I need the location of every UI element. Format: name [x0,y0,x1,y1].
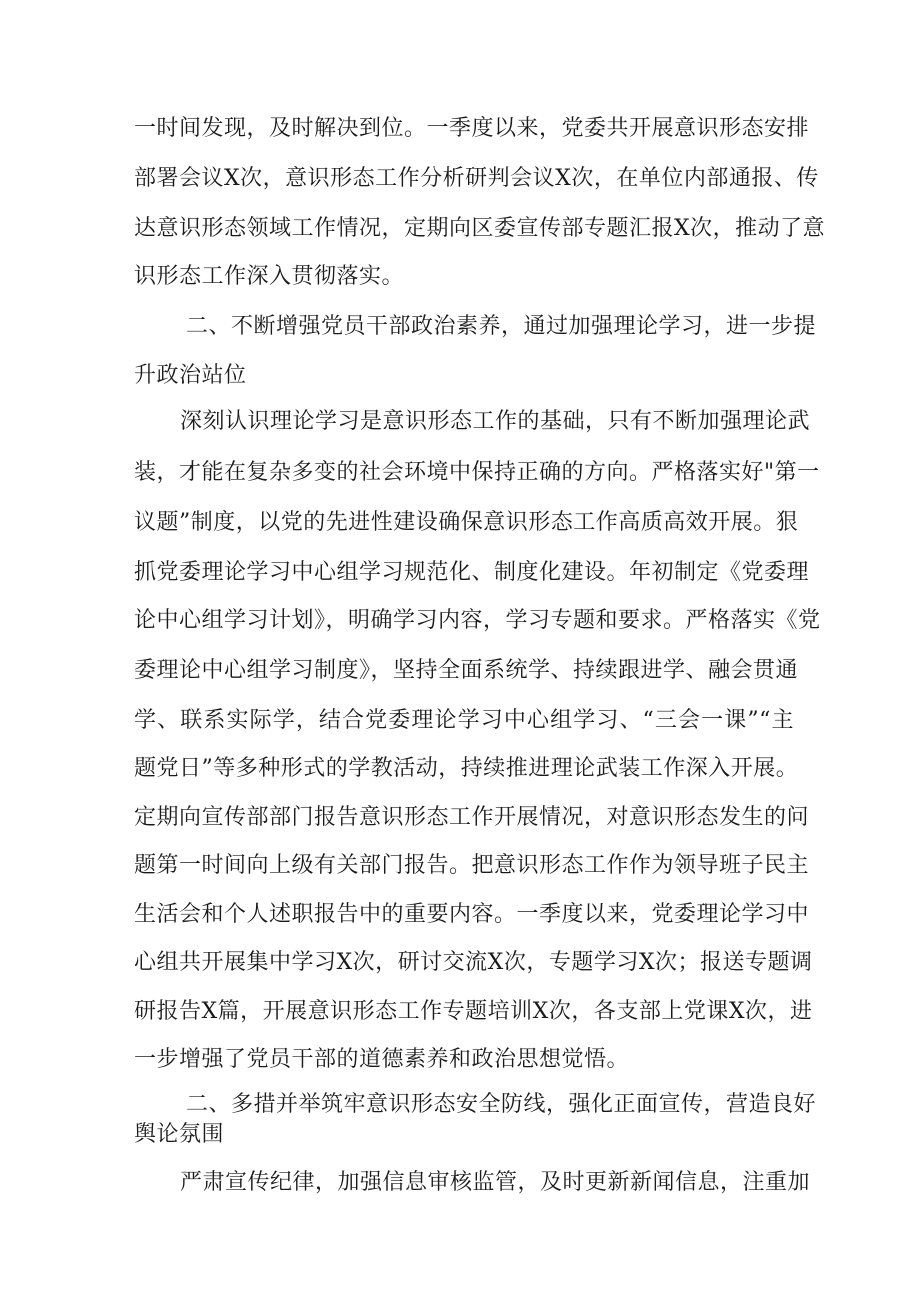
text-line: 论中心组学习计划》，明确学习内容，学习专题和要求。严格落实《党 [134,608,821,633]
text-line: 学、联系实际学，结合党委理论学习中心组学习、“三会一课”“主 [134,708,794,733]
text-line: 生活会和个人述职报告中的重要内容。一季度以来，党委理论学习中 [134,902,810,927]
text-line: 达意识形态领域工作情况，定期向区委宣传部专题汇报X次，推动了意 [134,216,826,241]
text-line: 题第一时间向上级有关部门报告。把意识形态工作作为领导班子民主 [134,853,810,878]
text-line: 定期向宣传部部门报告意识形态工作开展情况，对意识形态发生的问 [134,805,810,830]
paragraph-first-line: 深刻认识理论学习是意识形态工作的基础，只有不断加强理论武 [180,409,811,434]
text-line: 心组共开展集中学习X次，研讨交流X次，专题学习X次；报送专题调 [134,950,813,975]
text-line: 委理论中心组学习制度》，坚持全面系统学、持续跟进学、融会贯通 [134,658,799,683]
text-line: 一步增强了党员干部的道德素养和政治思想觉悟。 [134,1047,630,1072]
text-line: 抓党委理论学习中心组学习规范化、制度化建设。年初制定《党委理 [134,560,810,585]
paragraph-first-line: 严肃宣传纪律，加强信息审核监管，及时更新新闻信息，注重加 [180,1170,811,1195]
text-line: 议题”制度，以党的先进性建设确保意识形态工作高质高效开展。狠 [134,510,799,535]
text-line: 识形态工作深入贯彻落实。 [134,264,405,289]
section-heading: 二、多措并举筑牢意识形态安全防线，强化正面宣传，营造良好 [186,1092,817,1117]
section-heading-continued: 舆论氛围 [134,1122,225,1147]
text-line: 装，才能在复杂多变的社会环境中保持正确的方向。严格落实好"第一 [134,460,820,485]
section-heading: 二、不断增强党员干部政治素养，通过加强理论学习，进一步提 [186,314,817,339]
text-line: 题党日”等多种形式的学教活动，持续推进理论武装工作深入开展。 [134,756,799,781]
section-heading-continued: 升政治站位 [134,363,247,388]
text-line: 一时间发现，及时解决到位。一季度以来，党委共开展意识形态安排 [134,116,810,141]
text-line: 部署会议X次，意识形态工作分析研判会议X次，在单位内部通报、传 [134,166,819,191]
text-line: 研报告X篇，开展意识形态工作专题培训X次，各支部上党课X次，进 [134,999,813,1024]
